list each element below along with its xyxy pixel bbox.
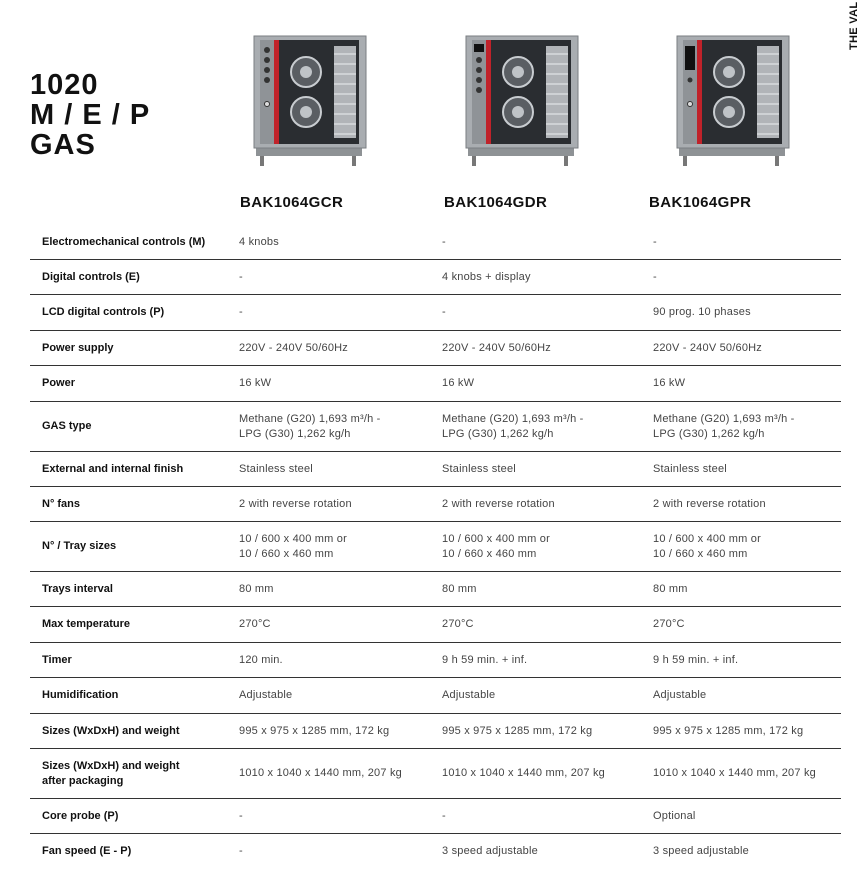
spec-value-text: - bbox=[442, 809, 446, 822]
side-label-text: THE VAL bbox=[848, 1, 860, 50]
spec-value bbox=[653, 678, 706, 713]
spec-row bbox=[30, 833, 841, 869]
spec-value-text: 90 prog. 10 phases bbox=[653, 306, 751, 318]
spec-value-text: - bbox=[239, 809, 243, 822]
spec-value-text: Optional bbox=[653, 809, 696, 822]
side-label bbox=[848, 0, 863, 60]
spec-label-text: GAS type bbox=[42, 420, 92, 432]
spec-value-text: 995 x 975 x 1285 mm, 172 kg bbox=[653, 724, 804, 737]
spec-label bbox=[42, 402, 232, 451]
spec-value bbox=[653, 487, 766, 521]
spec-value bbox=[239, 402, 381, 451]
spec-value-text: 3 speed adjustable bbox=[442, 845, 538, 857]
spec-value-text: 3 speed adjustable bbox=[653, 845, 749, 857]
spec-value-text: - bbox=[442, 235, 446, 248]
spec-value-text: 80 mm bbox=[239, 582, 274, 595]
spec-value-text: - bbox=[239, 306, 243, 318]
spec-label bbox=[42, 572, 232, 606]
spec-value-text: 1010 x 1040 x 1440 mm, 207 kg bbox=[442, 767, 605, 779]
spec-value bbox=[239, 799, 243, 833]
spec-value-text: - bbox=[239, 845, 243, 857]
spec-label-text: Trays interval bbox=[42, 582, 113, 595]
spec-value bbox=[442, 607, 474, 642]
spec-value bbox=[653, 643, 738, 677]
spec-row bbox=[30, 451, 841, 486]
spec-label-text: N° fans bbox=[42, 497, 81, 510]
spec-value-text: Stainless steel bbox=[239, 462, 313, 475]
spec-label-text: Fan speed (E - P) bbox=[42, 845, 132, 857]
spec-value-text: Adjustable bbox=[442, 689, 496, 701]
spec-value bbox=[442, 522, 550, 571]
spec-value bbox=[442, 749, 605, 798]
spec-label-text: Humidification bbox=[42, 689, 119, 701]
spec-value bbox=[442, 834, 538, 869]
spec-label-text: External and internal finish bbox=[42, 462, 184, 475]
spec-row bbox=[30, 521, 841, 571]
spec-value bbox=[239, 487, 352, 521]
spec-value-text: 220V - 240V 50/60Hz bbox=[239, 341, 348, 354]
spec-value bbox=[239, 678, 292, 713]
spec-label-text: Sizes (WxDxH) and weight bbox=[42, 724, 180, 737]
spec-label-text: Timer bbox=[42, 653, 72, 666]
spec-row bbox=[30, 642, 841, 677]
spec-value bbox=[442, 260, 531, 294]
spec-value-text: Stainless steel bbox=[442, 462, 516, 475]
spec-value-text: 10 / 600 x 400 mm or 10 / 660 x 460 mm bbox=[239, 532, 347, 560]
spec-label bbox=[42, 225, 232, 259]
spec-value-text: 270°C bbox=[653, 618, 685, 630]
spec-value bbox=[442, 452, 516, 486]
spec-value bbox=[442, 225, 446, 259]
spec-value-text: Adjustable bbox=[653, 689, 707, 701]
model-name: BAK1064GCR bbox=[240, 194, 344, 211]
spec-row bbox=[30, 401, 841, 451]
oven-product-image bbox=[452, 30, 592, 170]
spec-label-text: Digital controls (E) bbox=[42, 270, 140, 283]
spec-row bbox=[30, 225, 841, 259]
spec-value bbox=[239, 366, 271, 401]
spec-row bbox=[30, 798, 841, 833]
spec-row bbox=[30, 677, 841, 713]
spec-value bbox=[239, 452, 313, 486]
spec-label-text: Max temperature bbox=[42, 618, 131, 630]
spec-value-text: - bbox=[653, 235, 657, 248]
title-line-3: GAS bbox=[30, 129, 96, 161]
spec-value-text: 9 h 59 min. + inf. bbox=[442, 653, 528, 666]
spec-label bbox=[42, 834, 232, 869]
spec-value-text: Adjustable bbox=[239, 689, 293, 701]
spec-value-text: 995 x 975 x 1285 mm, 172 kg bbox=[442, 724, 593, 737]
spec-label bbox=[42, 799, 232, 833]
spec-label bbox=[42, 714, 232, 748]
spec-value-text: 220V - 240V 50/60Hz bbox=[653, 341, 762, 354]
spec-value bbox=[442, 714, 592, 748]
spec-value bbox=[239, 295, 243, 330]
spec-label-text: Power bbox=[42, 377, 76, 389]
spec-value bbox=[442, 487, 555, 521]
spec-label bbox=[42, 678, 232, 713]
spec-value bbox=[653, 749, 816, 798]
spec-value-text: 120 min. bbox=[239, 653, 283, 666]
spec-value-text: 270°C bbox=[442, 618, 474, 630]
spec-value-text: 2 with reverse rotation bbox=[653, 497, 766, 510]
spec-label bbox=[42, 487, 232, 521]
spec-table bbox=[30, 225, 841, 869]
spec-value bbox=[442, 572, 477, 606]
spec-label bbox=[42, 452, 232, 486]
spec-value bbox=[653, 366, 685, 401]
spec-value bbox=[442, 295, 446, 330]
spec-value bbox=[442, 366, 474, 401]
spec-row bbox=[30, 365, 841, 401]
spec-value-text: 10 / 600 x 400 mm or 10 / 660 x 460 mm bbox=[653, 532, 761, 560]
spec-value bbox=[239, 260, 243, 294]
spec-value-text: 9 h 59 min. + inf. bbox=[653, 653, 739, 666]
spec-value bbox=[653, 607, 685, 642]
spec-label-text: Electromechanical controls (M) bbox=[42, 235, 206, 248]
spec-value bbox=[442, 643, 527, 677]
spec-label-text: Core probe (P) bbox=[42, 809, 119, 822]
spec-value bbox=[442, 402, 584, 451]
spec-value-text: 270°C bbox=[239, 618, 271, 630]
spec-label-text: Power supply bbox=[42, 341, 114, 354]
spec-value bbox=[442, 678, 495, 713]
spec-value bbox=[653, 295, 751, 330]
spec-label bbox=[42, 607, 232, 642]
spec-value bbox=[653, 522, 761, 571]
spec-value-text: Methane (G20) 1,693 m³/h - LPG (G30) 1,262 kg/h bbox=[442, 412, 584, 440]
spec-value bbox=[239, 572, 274, 606]
spec-value-text: - bbox=[653, 270, 657, 283]
spec-row bbox=[30, 713, 841, 748]
spec-value bbox=[239, 225, 279, 259]
spec-value-text: 220V - 240V 50/60Hz bbox=[442, 341, 551, 354]
spec-label-text: LCD digital controls (P) bbox=[42, 306, 165, 318]
title-line-1: 1020 bbox=[30, 69, 99, 101]
spec-row bbox=[30, 294, 841, 330]
spec-value bbox=[653, 452, 727, 486]
spec-value bbox=[442, 331, 551, 365]
spec-row bbox=[30, 748, 841, 798]
spec-value-text: 1010 x 1040 x 1440 mm, 207 kg bbox=[653, 767, 816, 779]
spec-value-text: Stainless steel bbox=[653, 462, 727, 475]
spec-row bbox=[30, 571, 841, 606]
spec-value-text: 1010 x 1040 x 1440 mm, 207 kg bbox=[239, 767, 402, 779]
spec-value-text: - bbox=[239, 270, 243, 283]
spec-value bbox=[239, 749, 402, 798]
spec-value-text: 16 kW bbox=[653, 377, 686, 389]
spec-value bbox=[239, 834, 243, 869]
spec-label-text: N° / Tray sizes bbox=[42, 540, 117, 552]
spec-value bbox=[239, 714, 389, 748]
spec-value-text: Methane (G20) 1,693 m³/h - LPG (G30) 1,262 kg/h bbox=[653, 412, 795, 440]
spec-value bbox=[239, 331, 348, 365]
spec-value-text: - bbox=[442, 306, 446, 318]
spec-value-text: 4 knobs bbox=[239, 235, 279, 248]
spec-value bbox=[653, 834, 749, 869]
spec-value-text: 16 kW bbox=[442, 377, 475, 389]
spec-value bbox=[653, 572, 688, 606]
spec-value-text: 2 with reverse rotation bbox=[442, 497, 555, 510]
spec-value bbox=[239, 643, 283, 677]
spec-value-text: 2 with reverse rotation bbox=[239, 497, 352, 510]
spec-value-text: 10 / 600 x 400 mm or 10 / 660 x 460 mm bbox=[442, 532, 550, 560]
spec-value-text: 80 mm bbox=[442, 582, 477, 595]
spec-label bbox=[42, 366, 232, 401]
spec-value bbox=[653, 331, 762, 365]
spec-value bbox=[653, 402, 795, 451]
spec-value bbox=[653, 714, 803, 748]
spec-value-text: 995 x 975 x 1285 mm, 172 kg bbox=[239, 724, 390, 737]
title-line-2: M / E / P bbox=[30, 99, 151, 131]
spec-value bbox=[239, 607, 271, 642]
oven-product-image bbox=[663, 30, 803, 170]
spec-label bbox=[42, 643, 232, 677]
model-name: BAK1064GDR bbox=[444, 194, 548, 211]
spec-label bbox=[42, 295, 232, 330]
spec-value-text: 4 knobs + display bbox=[442, 270, 531, 283]
spec-row bbox=[30, 486, 841, 521]
spec-row bbox=[30, 330, 841, 365]
model-name: BAK1064GPR bbox=[649, 194, 752, 211]
spec-value-text: 16 kW bbox=[239, 377, 272, 389]
spec-value bbox=[442, 799, 446, 833]
spec-value bbox=[653, 225, 657, 259]
spec-label bbox=[42, 260, 232, 294]
spec-value bbox=[653, 799, 696, 833]
spec-row bbox=[30, 259, 841, 294]
spec-label-text: Sizes (WxDxH) and weight after packaging bbox=[42, 759, 180, 787]
spec-label bbox=[42, 522, 232, 571]
spec-value-text: Methane (G20) 1,693 m³/h - LPG (G30) 1,262 kg/h bbox=[239, 412, 381, 440]
spec-value-text: 80 mm bbox=[653, 582, 688, 595]
spec-label bbox=[42, 749, 232, 798]
spec-value bbox=[239, 522, 347, 571]
spec-row bbox=[30, 606, 841, 642]
spec-label bbox=[42, 331, 232, 365]
spec-value bbox=[653, 260, 657, 294]
oven-product-image bbox=[240, 30, 380, 170]
page-title bbox=[30, 70, 150, 160]
